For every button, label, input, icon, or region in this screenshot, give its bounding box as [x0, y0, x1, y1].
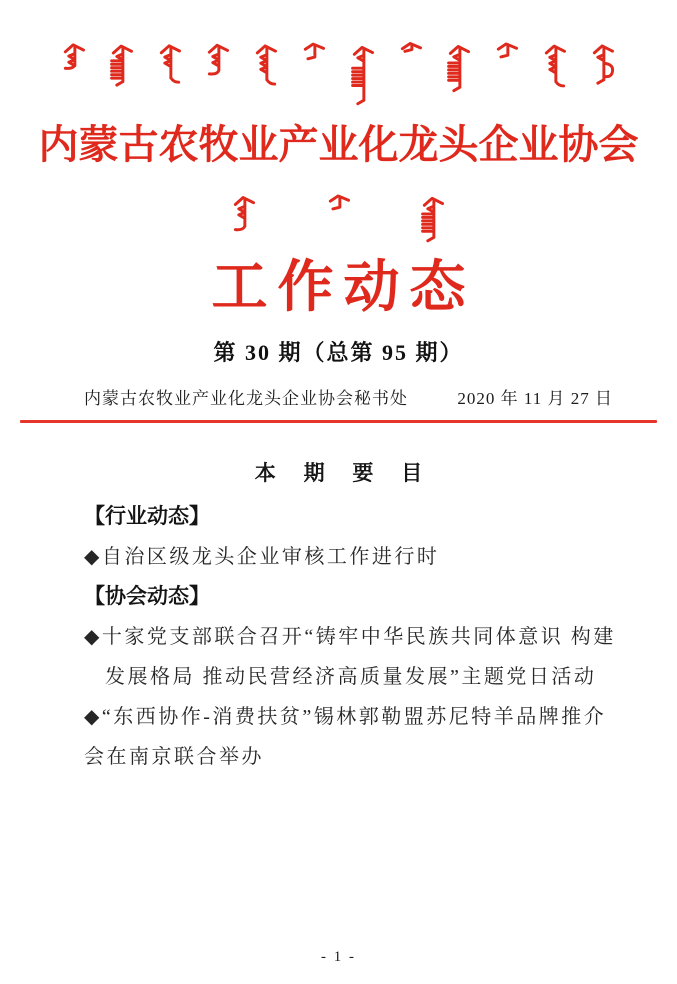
toc-item-line: ◆十家党支部联合召开“铸牢中华民族共同体意识 构建	[84, 626, 616, 649]
toc-item-line: 会在南京联合举办	[84, 746, 264, 769]
mongolian-glyph-icon	[398, 40, 424, 54]
page-number: - 1 -	[321, 949, 356, 965]
mongolian-glyph-icon	[61, 40, 87, 74]
mongolian-glyph-icon	[231, 192, 257, 236]
red-divider-rule	[20, 420, 657, 423]
toc-section-association: 【协会动态】	[84, 585, 210, 609]
toc-item-line: ◆“东西协作-消费扶贫”锡林郭勒盟苏尼特羊品牌推介	[84, 706, 607, 729]
table-of-contents	[0, 457, 677, 777]
mongolian-glyph-icon	[446, 40, 472, 98]
issue-number: 第 30 期（总第 95 期）	[213, 340, 464, 366]
mongolian-glyph-icon	[420, 192, 446, 248]
mongolian-glyph-icon	[205, 40, 231, 80]
mongolian-glyph-icon	[326, 192, 352, 212]
mongolian-glyph-icon	[253, 40, 279, 90]
mongolian-script-top	[61, 40, 617, 116]
publish-date: 2020 年 11 月 27 日	[457, 389, 613, 409]
mongolian-glyph-icon	[542, 40, 568, 92]
mongolian-glyph-icon	[350, 40, 376, 112]
mongolian-glyph-icon	[109, 40, 135, 92]
organization-title: 内蒙古农牧业产业化龙头企业协会	[38, 122, 639, 167]
toc-item-line: 发展格局 推动民营经济高质量发展”主题党日活动	[105, 666, 597, 689]
masthead	[0, 0, 677, 423]
mongolian-glyph-icon	[590, 40, 616, 90]
mongolian-glyph-icon	[494, 40, 520, 60]
bulletin-title: 工作动态	[211, 257, 476, 319]
mongolian-glyph-icon	[301, 40, 327, 62]
publisher-name: 内蒙古农牧业产业化龙头企业协会秘书处	[84, 389, 408, 409]
publisher-row	[84, 384, 613, 409]
mongolian-script-sub	[231, 192, 446, 252]
toc-section-industry: 【行业动态】	[84, 505, 210, 529]
mongolian-glyph-icon	[157, 40, 183, 88]
toc-item-line: ◆自治区级龙头企业审核工作进行时	[84, 546, 440, 569]
toc-body	[84, 497, 617, 777]
toc-heading: 本 期 要 目	[254, 462, 434, 486]
